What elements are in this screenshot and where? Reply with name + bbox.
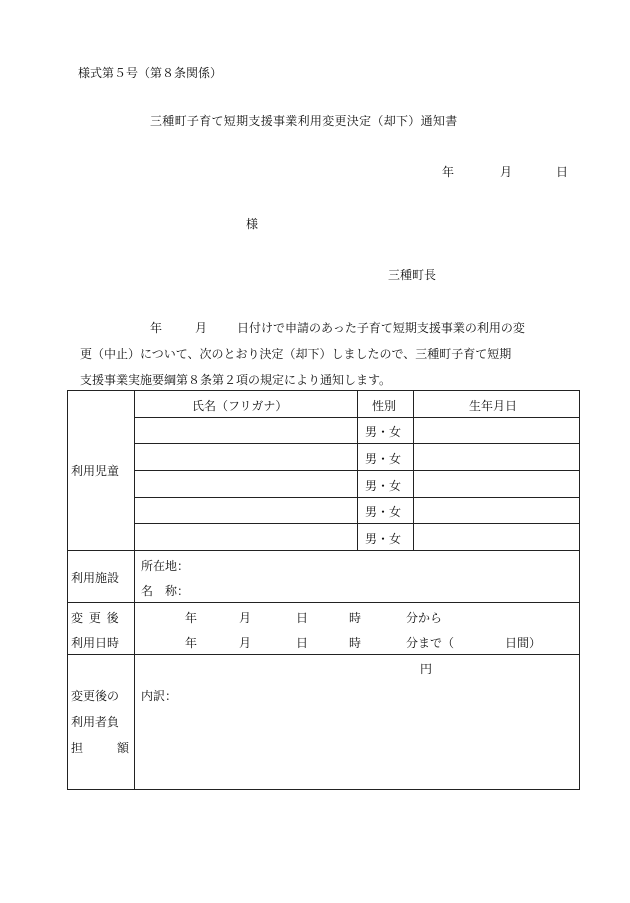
to-year-label: 年: [185, 636, 198, 650]
burden-label-line-3b: 額: [117, 741, 130, 755]
gender-choice-row-1[interactable]: 男・女: [365, 425, 402, 439]
document-title: 三種町子育て短期支援事業利用変更決定（却下）通知書: [150, 114, 458, 128]
date-day-label: 日: [556, 165, 569, 179]
burden-label-line-2: 利用者負: [71, 715, 120, 729]
from-month-label: 月: [239, 611, 252, 625]
to-month-label: 月: [239, 636, 252, 650]
to-days-label: 日間）: [505, 636, 542, 650]
facility-name-label: 名 称：: [141, 584, 190, 598]
date-month-label: 月: [500, 165, 513, 179]
date-year-label: 年: [442, 165, 455, 179]
burden-breakdown-label: 内訳：: [141, 689, 178, 703]
facility-location-label: 所在地：: [141, 559, 190, 573]
burden-label-line-3a: 担: [71, 741, 84, 755]
body-month-label: 月: [195, 321, 208, 335]
header-name: 氏名（フリガナ）: [192, 399, 288, 413]
form-number: 様式第５号（第８条関係）: [78, 66, 223, 80]
from-year-label: 年: [185, 611, 198, 625]
addressee-honorific: 様: [246, 217, 259, 231]
burden-yen-label: 円: [420, 662, 433, 676]
children-section-label: 利用児童: [71, 464, 120, 478]
body-line-1-text: 日付けで申請のあった子育て短期支援事業の利用の変: [237, 321, 525, 335]
to-minute-label: 分まで（: [406, 636, 455, 650]
gender-choice-row-3[interactable]: 男・女: [365, 479, 402, 493]
to-hour-label: 時: [349, 636, 362, 650]
header-birthdate: 生年月日: [469, 399, 518, 413]
facility-section-label: 利用施設: [71, 571, 120, 585]
gender-choice-row-2[interactable]: 男・女: [365, 452, 402, 466]
datetime-label-line-1: 変 更 後: [71, 611, 120, 625]
gender-choice-row-4[interactable]: 男・女: [365, 505, 402, 519]
from-minute-label: 分から: [406, 611, 443, 625]
datetime-label-line-2: 利用日時: [71, 636, 120, 650]
body-line-2: 更（中止）について、次のとおり決定（却下）しましたので、三種町子育て短期: [80, 347, 512, 361]
body-line-3: 支援事業実施要綱第８条第２項の規定により通知します。: [80, 373, 392, 387]
body-year-label: 年: [150, 321, 163, 335]
burden-label-line-1: 変更後の: [71, 689, 120, 703]
body-line-1: [150, 319, 525, 336]
to-day-label: 日: [296, 636, 309, 650]
sender-name: 三種町長: [388, 268, 437, 282]
from-hour-label: 時: [349, 611, 362, 625]
from-day-label: 日: [296, 611, 309, 625]
gender-choice-row-5[interactable]: 男・女: [365, 532, 402, 546]
header-gender: 性別: [372, 399, 397, 413]
